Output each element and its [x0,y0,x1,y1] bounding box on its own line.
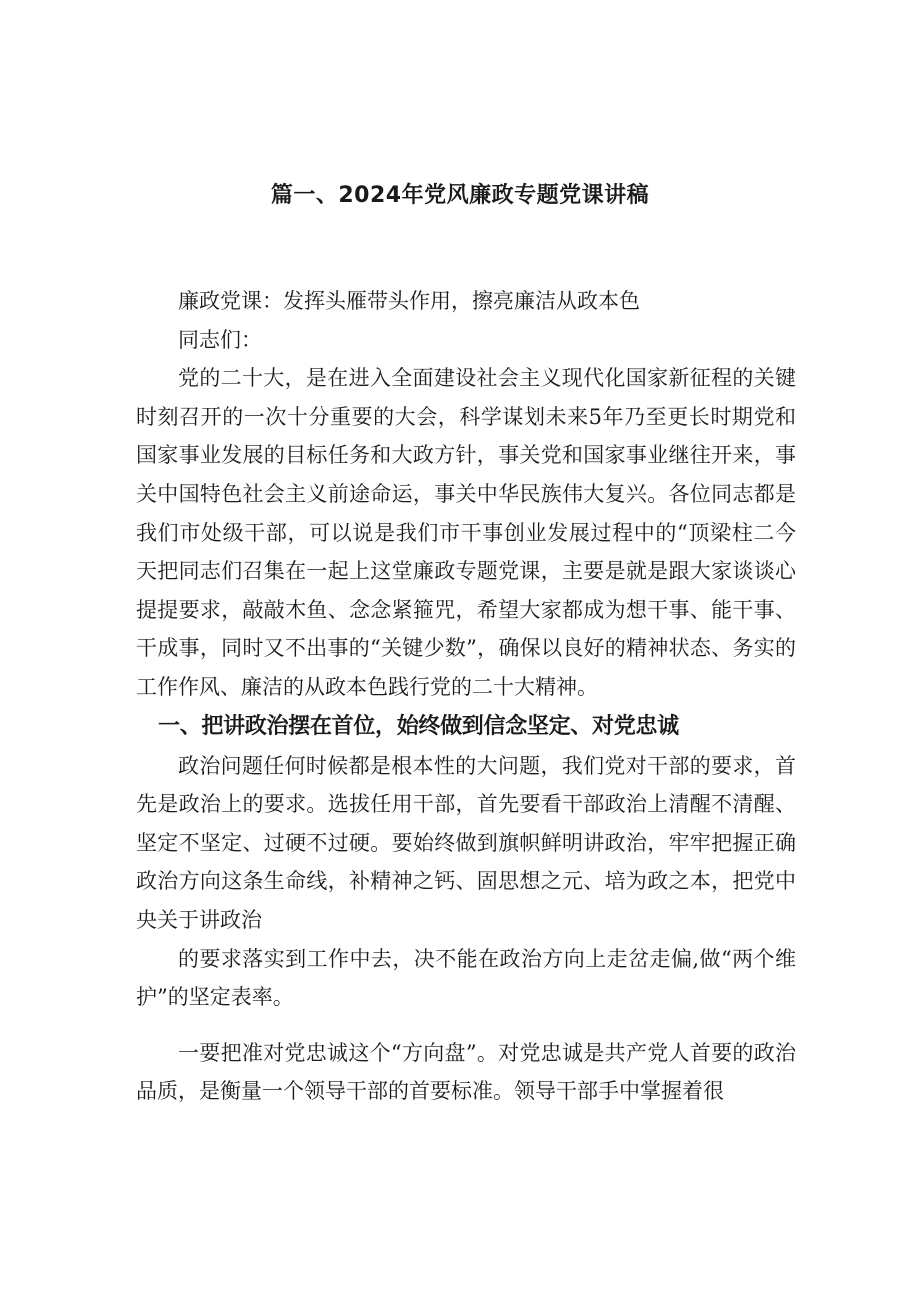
section-paragraph-continued: 的要求落实到工作中去，决不能在政治方向上走岔走偏,做“两个维护”的坚定表率。 [136,946,796,1010]
salutation: 同志们： [178,327,262,352]
section-paragraph: 政治问题任何时候都是根本性的大问题，我们党对干部的要求，首先是政治上的要求。选拔任用干部，首先要看干部政治上清醒不清醒、坚定不坚定、过硬不过硬。要始终做到旗帜鲜明讲政治，牢牢把握正确政治方向这条生命线，补精神之钙、固思想之元、培为政之本，把党中央关于讲政治 [136,753,796,932]
document-title: 篇一、2024年党风廉政专题党课讲稿 [270,183,650,208]
subtitle: 廉政党课：发挥头雁带头作用，擦亮廉洁从政本色 [178,289,640,313]
intro-paragraph: 党的二十大，是在进入全面建设社会主义现代化国家新征程的关键时刻召开的一次十分重要的大会，科学谋划未来5年乃至更长时期党和国家事业发展的目标任务和大政方针，事关党和国家事业继往开来，事关中国特色社会主义前途命运，事关中华民族伟大复兴。各位同志都是我们市处级干部，可以说是我们市干事创业发展过程中的“顶梁柱二今天把同志们召集在一起上这堂廉政专题党课，主要是就是跟大家谈谈心提提要求，敲敲木鱼、念念紧箍咒，希望大家都成为想干事、能干事、干成事，同时又不出事的“关键少数”，确保以良好的精神状态、务实的工作作风、廉洁的从政本色践行党的二十大精神。 [136,366,796,699]
section-heading: 一、把讲政治摆在首位，始终做到信念坚定、对党忠诚 [158,713,679,739]
section-paragraph-point-one: 一要把准对党忠诚这个“方向盘”。对党忠诚是共产党人首要的政治品质，是衡量一个领导干部的首要标准。领导干部手中掌握着很 [136,1040,796,1104]
document-body [136,282,796,1111]
